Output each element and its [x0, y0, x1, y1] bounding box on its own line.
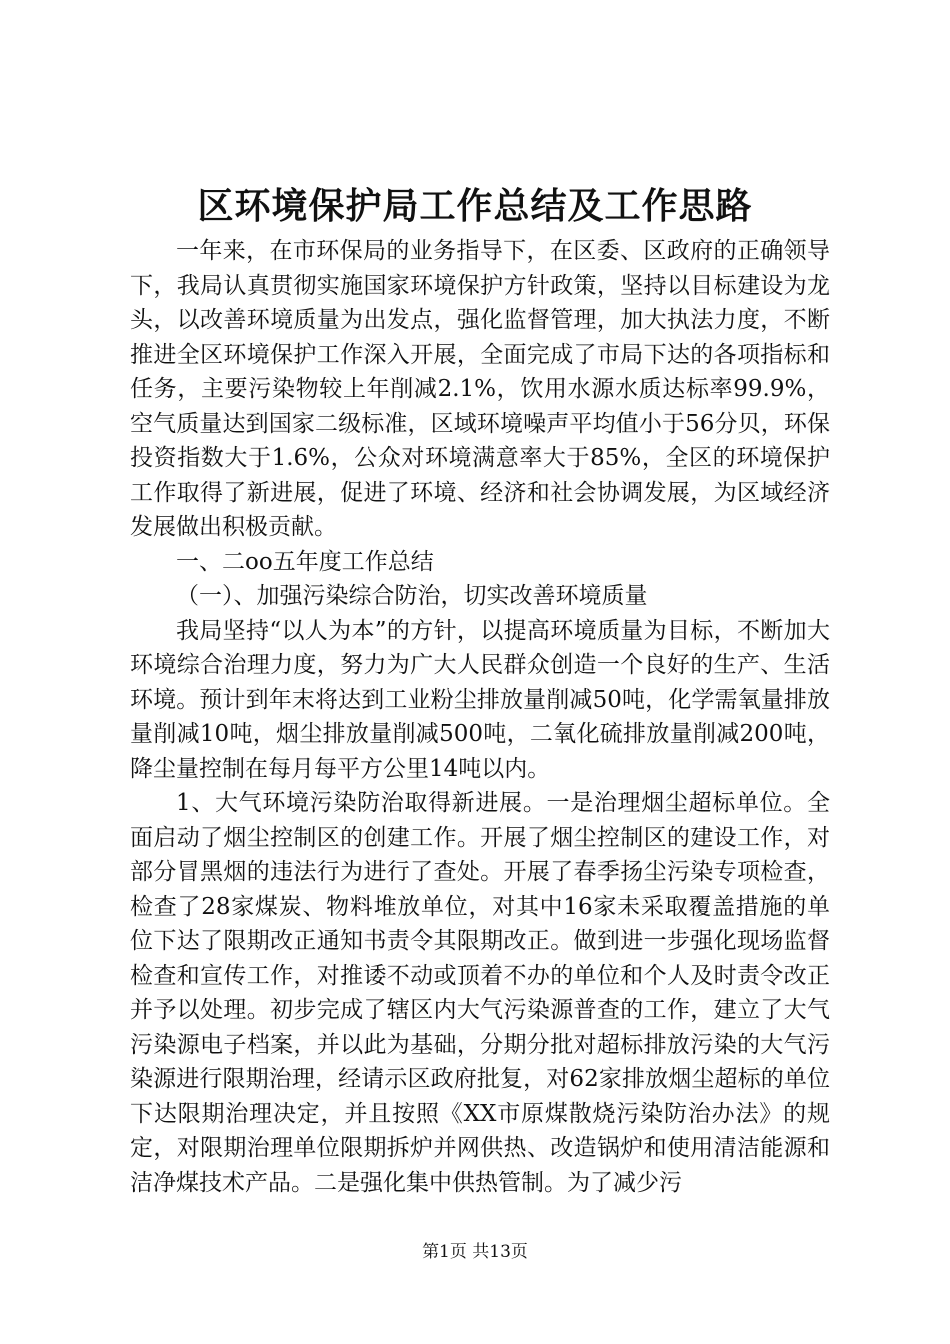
subsection-heading: （一）、加强污染综合防治，切实改善环境质量 — [176, 583, 648, 609]
document-body — [130, 234, 830, 1200]
document-title: 区环境保护局工作总结及工作思路 — [197, 185, 753, 227]
body-paragraph: 1、大气环境污染防治取得新进展。一是治理烟尘超标单位。全面启动了烟尘控制区的创建工作。开展了烟尘控制区的建设工作，对部分冒黑烟的违法行为进行了查处。开展了春季扬尘污染专项检查，检查了28家煤炭、物料堆放单位，对其中16家未采取覆盖措施的单位下达了限期改正通知书责令其限期改正。做到进一步强化现场监督检查和宣传工作，对推诿不动或顶着不办的单位和个人及时责令改正并予以处理。初步完成了辖区内大气污染源普查的工作，建立了大气污染源电子档案，并以此为基础，分期分批对超标排放污染的大气污染源进行限期治理，经请示区政府批复，对62家排放烟尘超标的单位下达限期治理决定，并且按照《XX市原煤散烧污染防治办法》的规定，对限期治理单位限期拆炉并网供热、改造锅炉和使用清洁能源和洁净煤技术产品。二是强化集中供热管制。为了减少污 — [130, 790, 830, 1196]
page-footer: 第1页 共13页 — [422, 1242, 528, 1262]
section-heading: 一、二oo五年度工作总结 — [176, 548, 434, 575]
body-paragraph: 我局坚持“以人为本”的方针，以提高环境质量为目标，不断加大环境综合治理力度，努力为广大人民群众创造一个良好的生产、生活环境。预计到年末将达到工业粉尘排放量削减50吨，化学需氧量排放量削减10吨，烟尘排放量削减500吨，二氧化硫排放量削减200吨，降尘量控制在每月每平方公里14吨以内。 — [130, 617, 830, 782]
intro-paragraph: 一年来，在市环保局的业务指导下，在区委、区政府的正确领导下，我局认真贯彻实施国家环境保护方针政策，坚持以目标建设为龙头，以改善环境质量为出发点，强化监督管理，加大执法力度，不断推进全区环境保护工作深入开展，全面完成了市局下达的各项指标和任务，主要污染物较上年削减2.1%，饮用水源水质达标率99.9%，空气质量达到国家二级标准，区域环境噪声平均值小于56分贝，环保投资指数大于1.6%，公众对环境满意率大于85%，全区的环境保护工作取得了新进展，促进了环境、经济和社会协调发展，为区域经济发展做出积极贡献。 — [130, 238, 830, 540]
